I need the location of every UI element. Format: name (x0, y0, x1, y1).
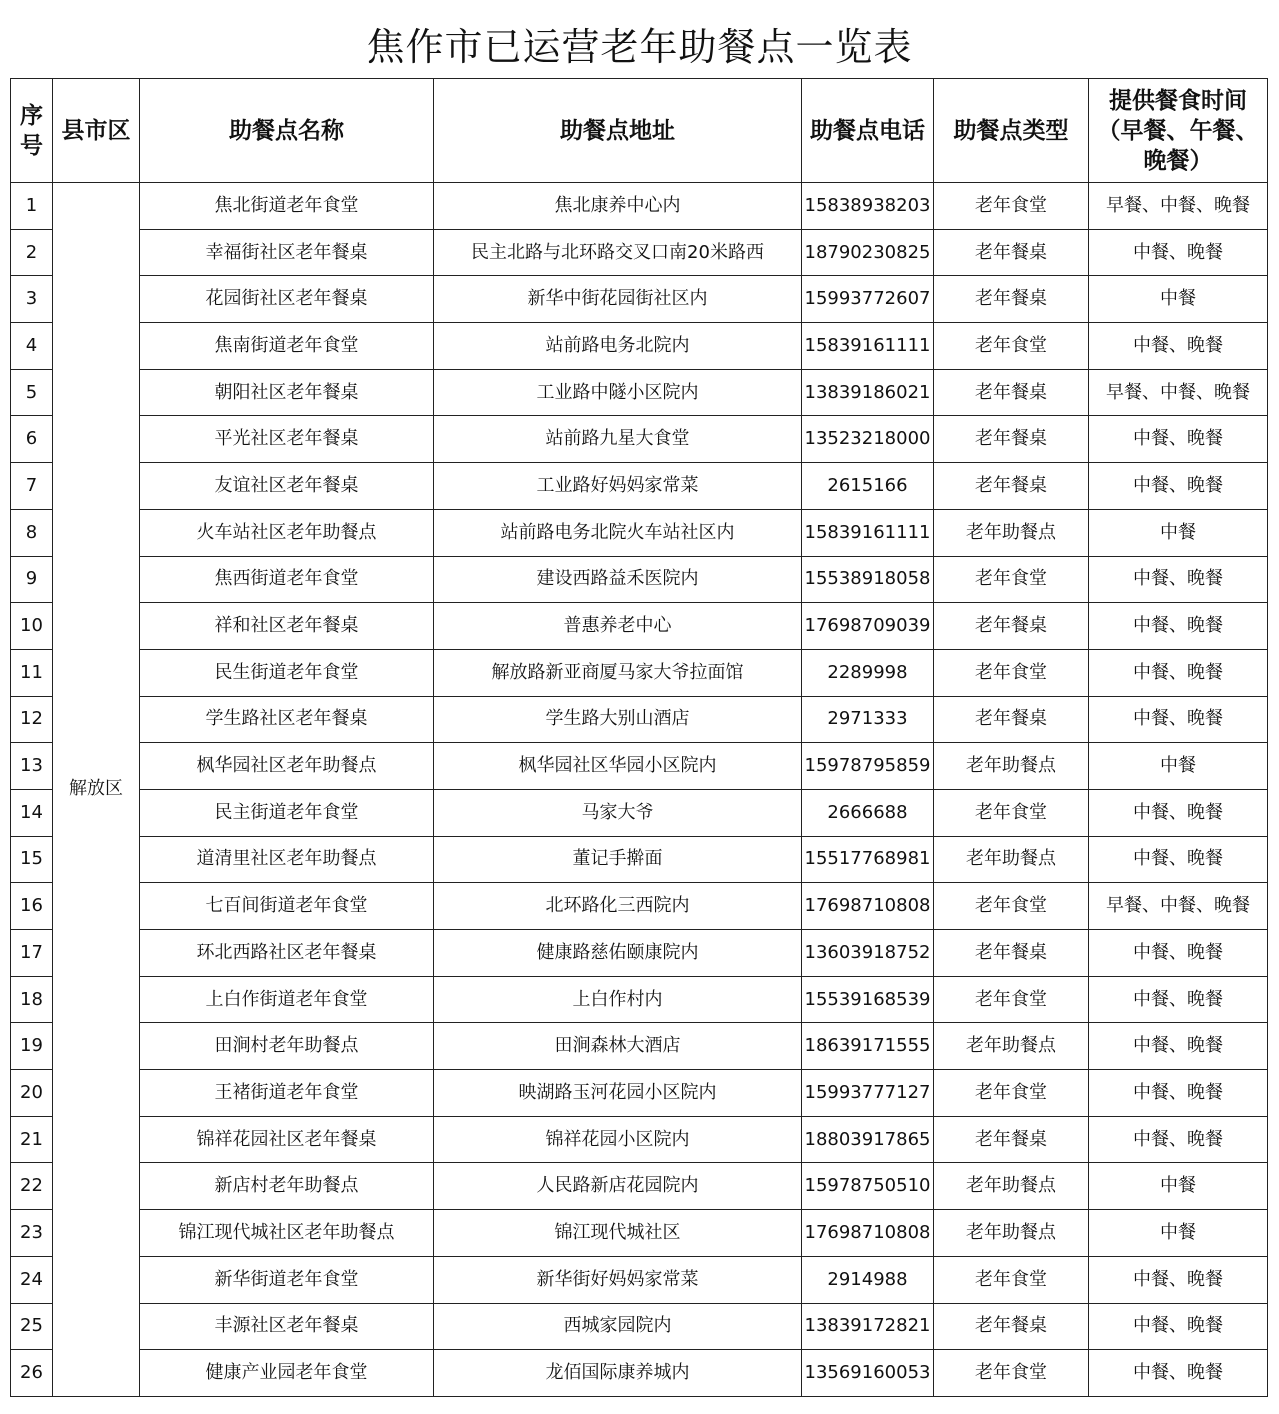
meal-points-table (10, 78, 1268, 1397)
cell-time: 早餐、中餐、晚餐 (1089, 883, 1268, 930)
table-row (11, 1350, 1268, 1397)
table-row (11, 323, 1268, 370)
cell-phone: 15538918058 (802, 556, 934, 603)
cell-phone: 15978750510 (802, 1163, 934, 1210)
cell-seq: 6 (11, 416, 53, 463)
cell-name: 丰源社区老年餐桌 (140, 1303, 434, 1350)
cell-address: 田涧森林大酒店 (434, 1023, 802, 1070)
cell-time: 早餐、中餐、晚餐 (1089, 369, 1268, 416)
cell-time: 中餐、晚餐 (1089, 696, 1268, 743)
table-row (11, 836, 1268, 883)
cell-name: 焦西街道老年食堂 (140, 556, 434, 603)
cell-address: 锦祥花园小区院内 (434, 1116, 802, 1163)
table-row (11, 1303, 1268, 1350)
cell-type: 老年助餐点 (934, 836, 1089, 883)
cell-type: 老年食堂 (934, 1256, 1089, 1303)
cell-name: 环北西路社区老年餐桌 (140, 930, 434, 977)
cell-name: 锦祥花园社区老年餐桌 (140, 1116, 434, 1163)
table-row (11, 509, 1268, 556)
cell-time: 中餐、晚餐 (1089, 603, 1268, 650)
table-row (11, 1023, 1268, 1070)
cell-address: 站前路电务北院内 (434, 323, 802, 370)
cell-address: 站前路电务北院火车站社区内 (434, 509, 802, 556)
cell-address: 枫华园社区华园小区院内 (434, 743, 802, 790)
cell-time: 中餐 (1089, 743, 1268, 790)
cell-phone: 18790230825 (802, 229, 934, 276)
cell-phone: 15838938203 (802, 183, 934, 230)
cell-time: 中餐、晚餐 (1089, 1070, 1268, 1117)
header-time: 提供餐食时间（早餐、午餐、晚餐） (1089, 79, 1268, 183)
cell-phone: 18803917865 (802, 1116, 934, 1163)
cell-name: 祥和社区老年餐桌 (140, 603, 434, 650)
cell-type: 老年食堂 (934, 1350, 1089, 1397)
cell-phone: 13839186021 (802, 369, 934, 416)
cell-phone: 15993772607 (802, 276, 934, 323)
cell-type: 老年助餐点 (934, 743, 1089, 790)
cell-time: 中餐、晚餐 (1089, 930, 1268, 977)
cell-seq: 17 (11, 930, 53, 977)
cell-type: 老年食堂 (934, 789, 1089, 836)
table-row (11, 1256, 1268, 1303)
cell-seq: 18 (11, 976, 53, 1023)
cell-time: 中餐 (1089, 276, 1268, 323)
cell-name: 新华街道老年食堂 (140, 1256, 434, 1303)
cell-address: 马家大爷 (434, 789, 802, 836)
table-row (11, 463, 1268, 510)
cell-name: 上白作街道老年食堂 (140, 976, 434, 1023)
cell-type: 老年食堂 (934, 976, 1089, 1023)
table-row (11, 696, 1268, 743)
cell-name: 花园街社区老年餐桌 (140, 276, 434, 323)
cell-time: 中餐 (1089, 509, 1268, 556)
header-row (11, 79, 1268, 183)
cell-seq: 3 (11, 276, 53, 323)
cell-phone: 17698710808 (802, 883, 934, 930)
cell-type: 老年餐桌 (934, 416, 1089, 463)
table-row (11, 276, 1268, 323)
cell-name: 民主街道老年食堂 (140, 789, 434, 836)
cell-phone: 2666688 (802, 789, 934, 836)
cell-type: 老年食堂 (934, 649, 1089, 696)
cell-time: 中餐、晚餐 (1089, 789, 1268, 836)
cell-phone: 15839161111 (802, 323, 934, 370)
cell-type: 老年食堂 (934, 556, 1089, 603)
cell-seq: 21 (11, 1116, 53, 1163)
cell-seq: 11 (11, 649, 53, 696)
cell-type: 老年食堂 (934, 1070, 1089, 1117)
table-row (11, 416, 1268, 463)
cell-type: 老年食堂 (934, 883, 1089, 930)
cell-phone: 13839172821 (802, 1303, 934, 1350)
cell-phone: 17698709039 (802, 603, 934, 650)
cell-time: 中餐、晚餐 (1089, 1350, 1268, 1397)
cell-name: 田涧村老年助餐点 (140, 1023, 434, 1070)
header-name: 助餐点名称 (140, 79, 434, 183)
cell-seq: 4 (11, 323, 53, 370)
cell-seq: 12 (11, 696, 53, 743)
cell-type: 老年餐桌 (934, 229, 1089, 276)
cell-type: 老年助餐点 (934, 1163, 1089, 1210)
cell-address: 站前路九星大食堂 (434, 416, 802, 463)
cell-time: 中餐、晚餐 (1089, 1116, 1268, 1163)
table-row (11, 1163, 1268, 1210)
cell-time: 中餐、晚餐 (1089, 463, 1268, 510)
cell-address: 董记手擀面 (434, 836, 802, 883)
cell-type: 老年餐桌 (934, 603, 1089, 650)
table-row (11, 976, 1268, 1023)
cell-type: 老年助餐点 (934, 1023, 1089, 1070)
cell-time: 中餐、晚餐 (1089, 556, 1268, 603)
cell-seq: 5 (11, 369, 53, 416)
cell-seq: 13 (11, 743, 53, 790)
cell-type: 老年餐桌 (934, 276, 1089, 323)
cell-phone: 15539168539 (802, 976, 934, 1023)
table-row (11, 789, 1268, 836)
cell-seq: 19 (11, 1023, 53, 1070)
cell-address: 人民路新店花园院内 (434, 1163, 802, 1210)
cell-time: 中餐、晚餐 (1089, 416, 1268, 463)
cell-address: 解放路新亚商厦马家大爷拉面馆 (434, 649, 802, 696)
cell-type: 老年餐桌 (934, 1303, 1089, 1350)
cell-address: 普惠养老中心 (434, 603, 802, 650)
cell-name: 道清里社区老年助餐点 (140, 836, 434, 883)
table-row (11, 883, 1268, 930)
cell-address: 焦北康养中心内 (434, 183, 802, 230)
cell-address: 新华中街花园街社区内 (434, 276, 802, 323)
cell-name: 枫华园社区老年助餐点 (140, 743, 434, 790)
cell-seq: 9 (11, 556, 53, 603)
cell-type: 老年食堂 (934, 323, 1089, 370)
cell-name: 焦南街道老年食堂 (140, 323, 434, 370)
cell-address: 建设西路益禾医院内 (434, 556, 802, 603)
cell-phone: 15978795859 (802, 743, 934, 790)
cell-time: 中餐、晚餐 (1089, 1256, 1268, 1303)
cell-type: 老年食堂 (934, 183, 1089, 230)
cell-name: 火车站社区老年助餐点 (140, 509, 434, 556)
table-row (11, 229, 1268, 276)
cell-seq: 7 (11, 463, 53, 510)
cell-time: 中餐、晚餐 (1089, 229, 1268, 276)
header-district: 县市区 (53, 79, 140, 183)
cell-type: 老年餐桌 (934, 696, 1089, 743)
cell-name: 友谊社区老年餐桌 (140, 463, 434, 510)
cell-type: 老年助餐点 (934, 1210, 1089, 1257)
cell-seq: 22 (11, 1163, 53, 1210)
cell-name: 朝阳社区老年餐桌 (140, 369, 434, 416)
cell-seq: 20 (11, 1070, 53, 1117)
cell-name: 学生路社区老年餐桌 (140, 696, 434, 743)
cell-seq: 26 (11, 1350, 53, 1397)
cell-phone: 18639171555 (802, 1023, 934, 1070)
table-row (11, 556, 1268, 603)
cell-district: 解放区 (53, 183, 140, 1397)
cell-address: 工业路好妈妈家常菜 (434, 463, 802, 510)
cell-name: 焦北街道老年食堂 (140, 183, 434, 230)
cell-time: 中餐 (1089, 1163, 1268, 1210)
header-type: 助餐点类型 (934, 79, 1089, 183)
cell-seq: 24 (11, 1256, 53, 1303)
cell-name: 锦江现代城社区老年助餐点 (140, 1210, 434, 1257)
cell-seq: 10 (11, 603, 53, 650)
table-row (11, 183, 1268, 230)
cell-address: 民主北路与北环路交叉口南20米路西 (434, 229, 802, 276)
cell-name: 健康产业园老年食堂 (140, 1350, 434, 1397)
table-row (11, 1070, 1268, 1117)
table-row (11, 649, 1268, 696)
cell-name: 平光社区老年餐桌 (140, 416, 434, 463)
cell-phone: 13523218000 (802, 416, 934, 463)
cell-name: 幸福街社区老年餐桌 (140, 229, 434, 276)
table-body (11, 183, 1268, 1397)
cell-address: 新华街好妈妈家常菜 (434, 1256, 802, 1303)
cell-seq: 1 (11, 183, 53, 230)
cell-seq: 23 (11, 1210, 53, 1257)
table-row (11, 1210, 1268, 1257)
table-row (11, 743, 1268, 790)
header-address: 助餐点地址 (434, 79, 802, 183)
table-row (11, 369, 1268, 416)
cell-type: 老年餐桌 (934, 930, 1089, 977)
cell-time: 中餐、晚餐 (1089, 323, 1268, 370)
cell-address: 北环路化三西院内 (434, 883, 802, 930)
cell-phone: 13569160053 (802, 1350, 934, 1397)
cell-seq: 25 (11, 1303, 53, 1350)
page-title: 焦作市已运营老年助餐点一览表 (366, 25, 913, 69)
cell-seq: 2 (11, 229, 53, 276)
table-row (11, 930, 1268, 977)
cell-phone: 13603918752 (802, 930, 934, 977)
cell-time: 中餐、晚餐 (1089, 649, 1268, 696)
cell-time: 中餐 (1089, 1210, 1268, 1257)
table-row (11, 1116, 1268, 1163)
cell-time: 中餐、晚餐 (1089, 1303, 1268, 1350)
cell-phone: 2615166 (802, 463, 934, 510)
cell-address: 学生路大别山酒店 (434, 696, 802, 743)
cell-address: 健康路慈佑颐康院内 (434, 930, 802, 977)
cell-phone: 15839161111 (802, 509, 934, 556)
cell-phone: 15517768981 (802, 836, 934, 883)
cell-type: 老年餐桌 (934, 1116, 1089, 1163)
cell-phone: 2971333 (802, 696, 934, 743)
cell-time: 中餐、晚餐 (1089, 1023, 1268, 1070)
cell-address: 西城家园院内 (434, 1303, 802, 1350)
cell-seq: 14 (11, 789, 53, 836)
cell-address: 映湖路玉河花园小区院内 (434, 1070, 802, 1117)
cell-name: 七百间街道老年食堂 (140, 883, 434, 930)
cell-phone: 15993777127 (802, 1070, 934, 1117)
cell-name: 王褚街道老年食堂 (140, 1070, 434, 1117)
cell-seq: 15 (11, 836, 53, 883)
cell-seq: 16 (11, 883, 53, 930)
cell-address: 龙佰国际康养城内 (434, 1350, 802, 1397)
cell-type: 老年餐桌 (934, 463, 1089, 510)
cell-address: 上白作村内 (434, 976, 802, 1023)
cell-phone: 17698710808 (802, 1210, 934, 1257)
table-row (11, 603, 1268, 650)
cell-address: 锦江现代城社区 (434, 1210, 802, 1257)
cell-seq: 8 (11, 509, 53, 556)
cell-name: 民生街道老年食堂 (140, 649, 434, 696)
cell-address: 工业路中隧小区院内 (434, 369, 802, 416)
cell-phone: 2914988 (802, 1256, 934, 1303)
cell-type: 老年助餐点 (934, 509, 1089, 556)
cell-time: 中餐、晚餐 (1089, 836, 1268, 883)
header-phone: 助餐点电话 (802, 79, 934, 183)
cell-type: 老年餐桌 (934, 369, 1089, 416)
cell-time: 中餐、晚餐 (1089, 976, 1268, 1023)
cell-phone: 2289998 (802, 649, 934, 696)
cell-time: 早餐、中餐、晚餐 (1089, 183, 1268, 230)
cell-name: 新店村老年助餐点 (140, 1163, 434, 1210)
header-seq: 序号 (11, 79, 53, 183)
